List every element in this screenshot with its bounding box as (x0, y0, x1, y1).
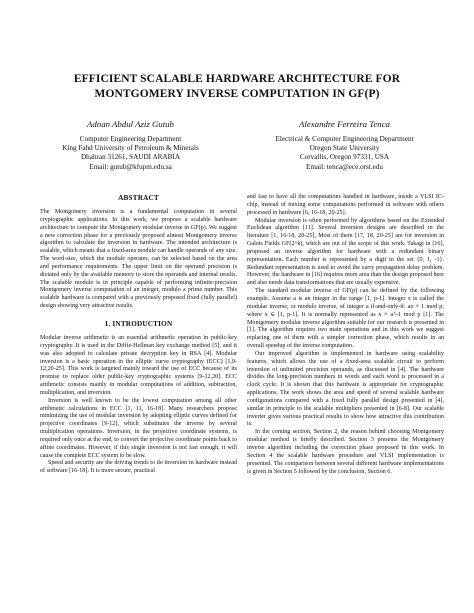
body-paragraph: Inversion is well known to be the lowest computation among all other arithmetic calculations in ECC [1, 11, 16-18]. Many researchers propose minimizing the use of modular inversion by adopting elliptic curves defined for projective coordinates [9-12], which substitutes the inverse by several multiplication operations. Inversion, in the projective coordinate systems, is required only once at the end, to convert the projective coordinate points back to affine coordinates. However, if this single inversion is not fast enough, it will cause the complete ECC system to be slow. (40, 397, 237, 459)
body-paragraph: Modular inversion is often performed by algorithms based on the Extended Euclidean algorithm [11]. Several inversion designs are described in the literature [1, 16-18, 20-25], Most of them [17, 18, 20-25] are for inversion in Galois Fields GF(2^k), which are out of the scope of this work. Takagi in [16], proposed an inverse algorithm for hardware with a redundant binary representation. Each number is represented by a digit in the set {0, 1, -1}. Redundant representation is used to avoid the carry propagation delay problem. However, the hardware in [16] requires more area than the design proposed here and also needs data transformations that are usually expensive. (247, 217, 444, 287)
author-2-name: Alexandre Ferreira Tenca (299, 119, 390, 129)
body-paragraph: and fast to have all the computations handled in hardware, inside a VLSI IC-chip, instead of mixing some computations performed in software with others processed in hardware [6, 16-18, 20-25]. (247, 194, 444, 216)
right-column (247, 194, 444, 476)
author-1-affiliation-line: King Fahd University of Petroleum & Minerals (62, 144, 199, 153)
left-column (40, 194, 237, 476)
author-2-affiliation-line: Corvallis, Oregon 97331, USA (299, 153, 390, 162)
title-line-2: MONTGOMERY INVERSE COMPUTATION IN GF(P) (94, 88, 380, 100)
abstract-heading: ABSTRACT (118, 194, 159, 202)
author-2-affiliation-line: Electrical & Computer Engineering Department (275, 135, 414, 143)
body-paragraph: In the coming section, Section 2, the reason behind choosing Montgomery modular method is briefly described. Section 3 presents the Montgomery inverse algorithm including the correction phase proposed in this work. In Section 4 the scalable hardware procedure and VLSI implementation is presented. The comparison between several different hardware implementations is given in Section 5 followed by the conclusion, Section 6. (247, 429, 444, 475)
author-1-email: Email: gutub@kfupm.edu.sa (89, 162, 172, 171)
body-paragraph: Modular inverse arithmetic is an essential arithmetic operation in public-key cryptography. It is used in the Diffie-Hellman key exchange method [5], and it was also adopted to calculate private decryption key in RSA [4]. Modular inversion is a basic operation in the elliptic curve cryptography (ECC) [1,9-12,20-25]. This work is targeted mainly toward the use of ECC because of its promise to replace older public-key cryptographic systems [9-12,20]. ECC arithmetic consists mainly in modular computations of addition, subtraction, multiplication, and inversion. (40, 334, 237, 396)
introduction-heading: 1. INTRODUCTION (104, 319, 173, 328)
author-1-affiliation-line: Dhahran 31261, SAUDI ARABIA (80, 153, 181, 162)
author-2 (242, 119, 447, 172)
author-2-email: Email: tenca@ece.orst.edu (305, 162, 384, 171)
author-1-affiliation-line: Computer Engineering Department (79, 135, 182, 143)
title-line-1: EFFICIENT SCALABLE HARDWARE ARCHITECTURE FOR (73, 73, 401, 85)
body-paragraph: Our improved algorithm is implemented in hardware using scalability features, which allows the use of a fixed-area scalable circuit to perform inversion of unlimited precision operands, as discussed in [4]. The hardware divides the long-precision numbers in words and each word is processed in a clock cycle. It is shown that this hardware is appropriate for cryptographic applications. The work shows the area and speed of several scalable hardware configurations compared with a fixed fully parallel design presented in [4], similar in principle to the scalable multipliers presented in [6-8]. Our scalable inverter gives various practical results to show how attractive this contribution is. (247, 350, 444, 428)
body-paragraph: Speed and security are the driving trends to do inversion in hardware instead of software [16-18]. It is more secure, practical (40, 460, 237, 475)
author-1 (28, 119, 233, 172)
paper-title (40, 72, 434, 102)
author-2-affiliation-line: Oregon State University (309, 144, 380, 153)
abstract-text: The Montgomery inversion is a fundamental computation in several cryptographic applications. In this work, we propose a scalable hardware architecture to compute the Montgomery modular inverse in GF(p). We suggest a new correction phase for a previously proposed almost Montgomery inverse algorithm to calculate the inversion in hardware. The intended architecture is scalable, which means that a fixed-area module can handle operands of any size. The word-size, which the module operates, can be selected based on the area and performance requirements. The upper limit on the operand precision is dictated only by the available memory to store the operands and internal results. The scalable module is in principle capable of performing infinite-precision Montgomery inverse computation of an integer, modulo a prime number. This scalable hardware is compared with a previously proposed fixed (fully parallel) design showing very attractive results. (40, 209, 237, 310)
body-paragraph: The standard modular inverse of GF(p) can be defined by the following example. Assume a is an integer in the range [1, p-1]. Integer x is called the modular inverse, or modulo inverse, of integer a if-and-only-if: ax ≡ 1 mod p; where x ∈ [1, p-1]. It is normally represented as x ≡ a^-1 mod p [1]. The Montgomery modular inverse algorithm suitable for our research is presented in [1]. The algorithm requires two main operations and in this work we suggest replacing one of them with a simpler correction phase, which results in an overall speedup of the inverse computation. (247, 288, 444, 350)
author-1-name: Adnan Abdul Aziz Gutub (87, 119, 174, 129)
